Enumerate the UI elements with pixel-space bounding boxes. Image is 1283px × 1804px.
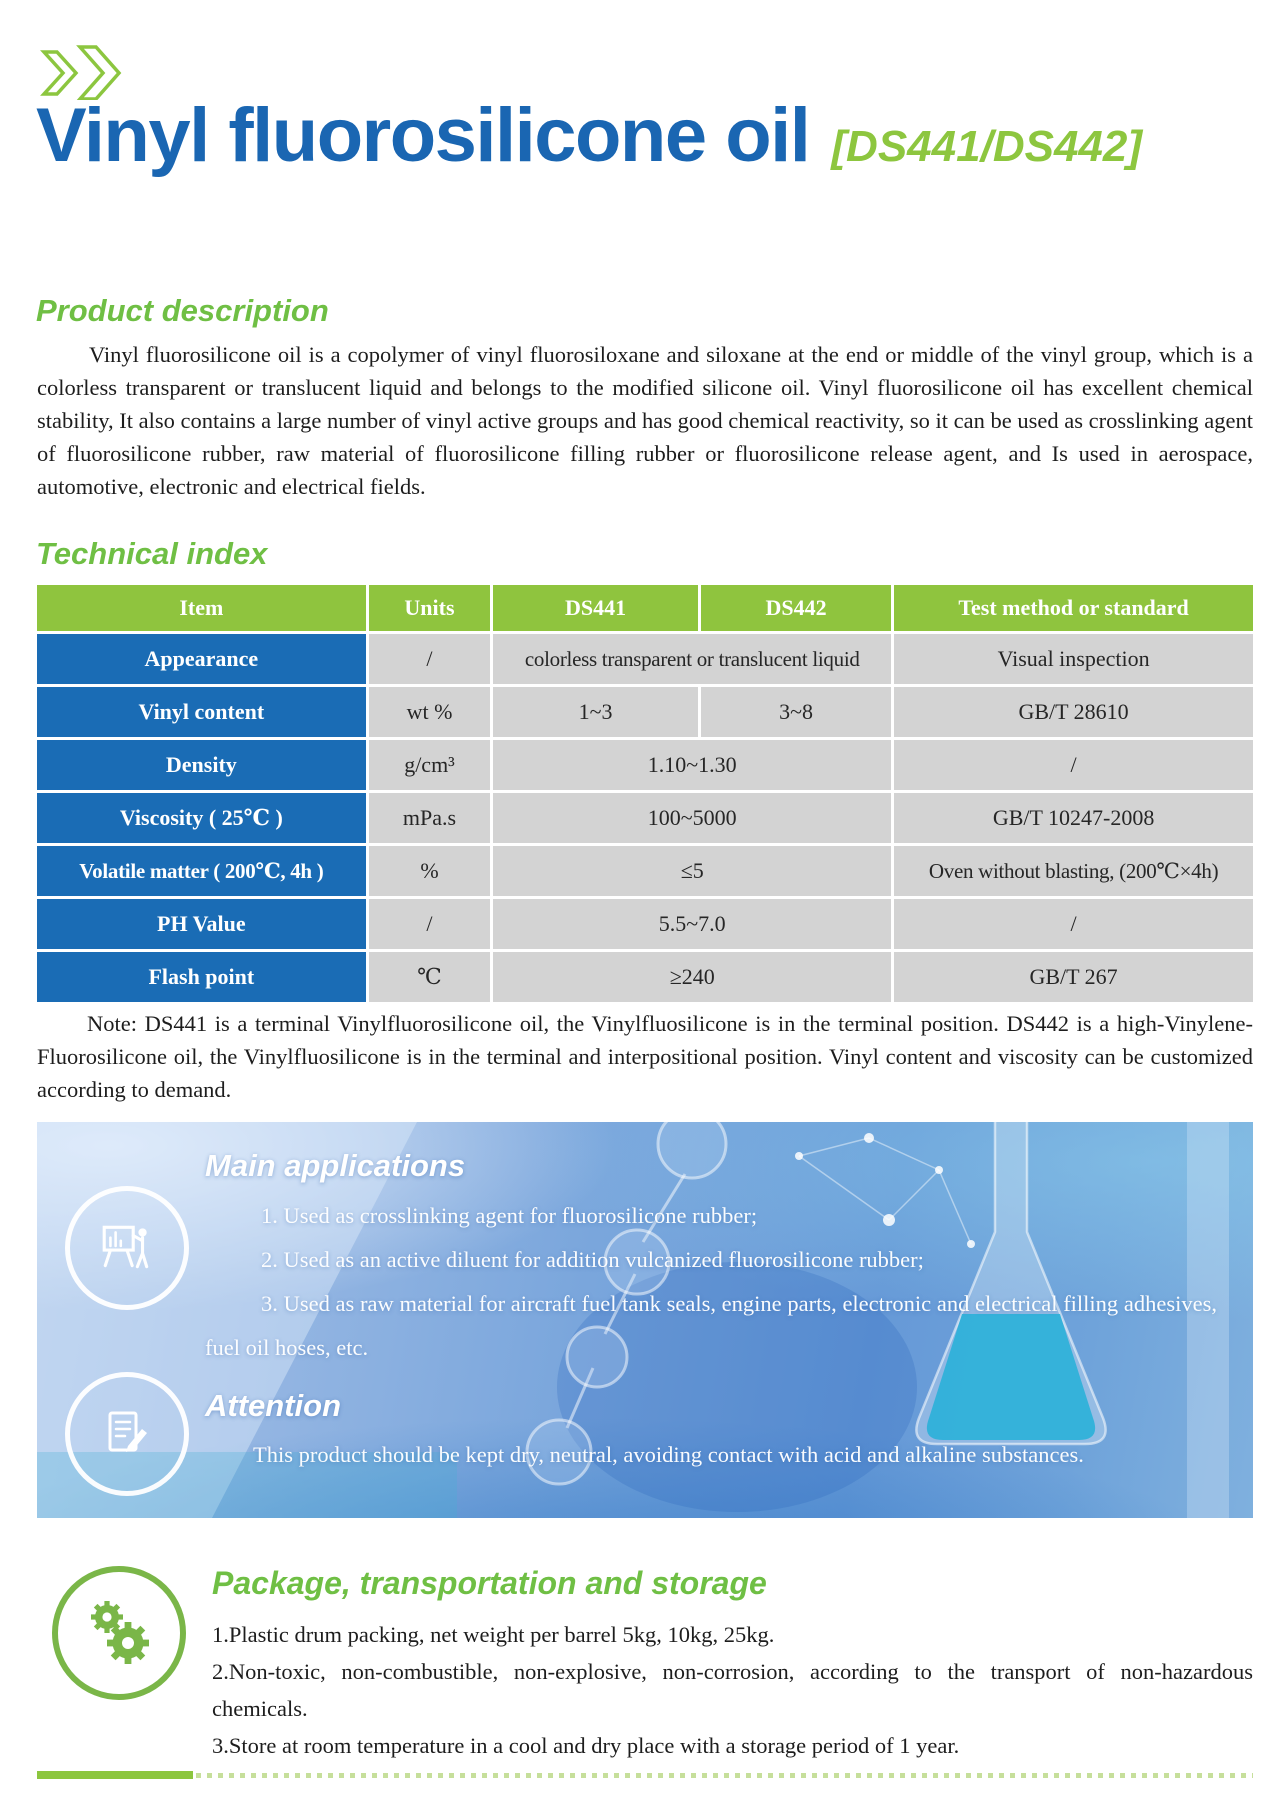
table-row: [37, 687, 1253, 737]
product-model: [DS441/DS442]: [831, 122, 1143, 171]
row-units: /: [369, 634, 491, 684]
row-test: Visual inspection: [894, 634, 1253, 684]
table-row: [37, 952, 1253, 1002]
row-value-ds442: 3~8: [701, 687, 891, 737]
footer-dashed-line: [196, 1773, 1253, 1778]
product-description-body: Vinyl fluorosilicone oil is a copolymer of vinyl fluorosiloxane and siloxane at the end or middle of the vinyl group, which is a colorless transparent or translucent liquid and belongs to the modified silicone oil. Vinyl fluorosilicone oil has excellent chemical stability, It also contains a large number of vinyl active groups and has good chemical reactivity, so it can be used as crosslinking agent of fluorosilicone rubber, raw material of fluorosilicone filling rubber or fluorosilicone release agent, and Is used in aerospace, automotive, electronic and electrical fields.: [37, 342, 1253, 499]
list-item: 3.Store at room temperature in a cool and dry place with a storage period of 1 year.: [212, 1733, 960, 1758]
row-item: Vinyl content: [37, 687, 366, 737]
col-header-units: Units: [369, 585, 491, 631]
row-test: GB/T 267: [894, 952, 1253, 1002]
list-item: 3. Used as raw material for aircraft fuel tank seals, engine parts, electronic and electrical filling adhesives, fuel oil hoses, etc.: [205, 1291, 1217, 1360]
row-units: /: [369, 899, 491, 949]
table-row: [37, 846, 1253, 896]
attention-badge: [65, 1372, 189, 1496]
row-value: ≥240: [493, 952, 891, 1002]
list-item: 1. Used as crosslinking agent for fluorosilicone rubber;: [261, 1203, 758, 1228]
attention-body: This product should be kept dry, neutral, avoiding contact with acid and alkaline substances.: [253, 1442, 1084, 1467]
col-header-item: Item: [37, 585, 366, 631]
main-applications-list: [205, 1194, 1217, 1370]
row-test: Oven without blasting, (200℃×4h): [894, 846, 1253, 896]
table-row: [37, 634, 1253, 684]
col-header-ds441: DS441: [493, 585, 698, 631]
row-value: 100~5000: [493, 793, 891, 843]
col-header-ds442: DS442: [701, 585, 891, 631]
package-badge: [52, 1566, 186, 1700]
document-pencil-icon: [99, 1406, 155, 1462]
list-item: 2. Used as an active diluent for addition vulcanized fluorosilicone rubber;: [261, 1247, 924, 1272]
col-header-test: Test method or standard: [894, 585, 1253, 631]
row-item: Volatile matter ( 200℃, 4h ): [37, 846, 366, 896]
row-value: colorless transparent or translucent liquid: [493, 634, 891, 684]
row-item: PH Value: [37, 899, 366, 949]
footer-divider: [37, 1771, 1253, 1779]
table-header-row: [37, 585, 1253, 631]
row-value: 1.10~1.30: [493, 740, 891, 790]
row-units: g/cm³: [369, 740, 491, 790]
page-title: Vinyl fluorosilicone oil: [36, 93, 810, 178]
attention-heading: Attention: [205, 1388, 342, 1423]
main-applications-heading: Main applications: [205, 1148, 466, 1183]
table-row: [37, 899, 1253, 949]
row-item: Appearance: [37, 634, 366, 684]
row-units: %: [369, 846, 491, 896]
row-value-ds441: 1~3: [493, 687, 698, 737]
list-item: 2.Non-toxic, non-combustible, non-explosive, non-corrosion, according to the transport of non-hazardous chemicals.: [212, 1659, 1253, 1721]
row-test: GB/T 28610: [894, 687, 1253, 737]
row-units: mPa.s: [369, 793, 491, 843]
table-row: [37, 793, 1253, 843]
row-test: /: [894, 740, 1253, 790]
applications-photo-band: [37, 1122, 1253, 1518]
technical-index-heading: Technical index: [36, 536, 268, 571]
row-item: Flash point: [37, 952, 366, 1002]
row-value: ≤5: [493, 846, 891, 896]
main-applications-badge: [65, 1186, 189, 1310]
presentation-board-icon: [98, 1219, 156, 1277]
table-note: Note: DS441 is a terminal Vinylfluorosilicone oil, the Vinylfluosilicone is in the terminal position. DS442 is a high-Vinylene-Fluorosilicone oil, the Vinylfluosilicone is in the terminal and interpositional position. Vinyl content and viscosity can be customized according to demand.: [37, 1011, 1253, 1102]
gears-icon: [80, 1594, 158, 1672]
row-units: ℃: [369, 952, 491, 1002]
row-units: wt %: [369, 687, 491, 737]
row-item: Viscosity ( 25℃ ): [37, 793, 366, 843]
row-value: 5.5~7.0: [493, 899, 891, 949]
technical-index-table: [34, 582, 1256, 1005]
list-item: 1.Plastic drum packing, net weight per barrel 5kg, 10kg, 25kg.: [212, 1622, 775, 1647]
product-description-heading: Product description: [36, 293, 329, 328]
row-item: Density: [37, 740, 366, 790]
package-heading: Package, transportation and storage: [212, 1565, 767, 1601]
package-list: [212, 1616, 1253, 1764]
page-title-row: [36, 92, 1142, 179]
table-row: [37, 740, 1253, 790]
row-test: /: [894, 899, 1253, 949]
row-test: GB/T 10247-2008: [894, 793, 1253, 843]
footer-solid-bar: [37, 1771, 193, 1779]
